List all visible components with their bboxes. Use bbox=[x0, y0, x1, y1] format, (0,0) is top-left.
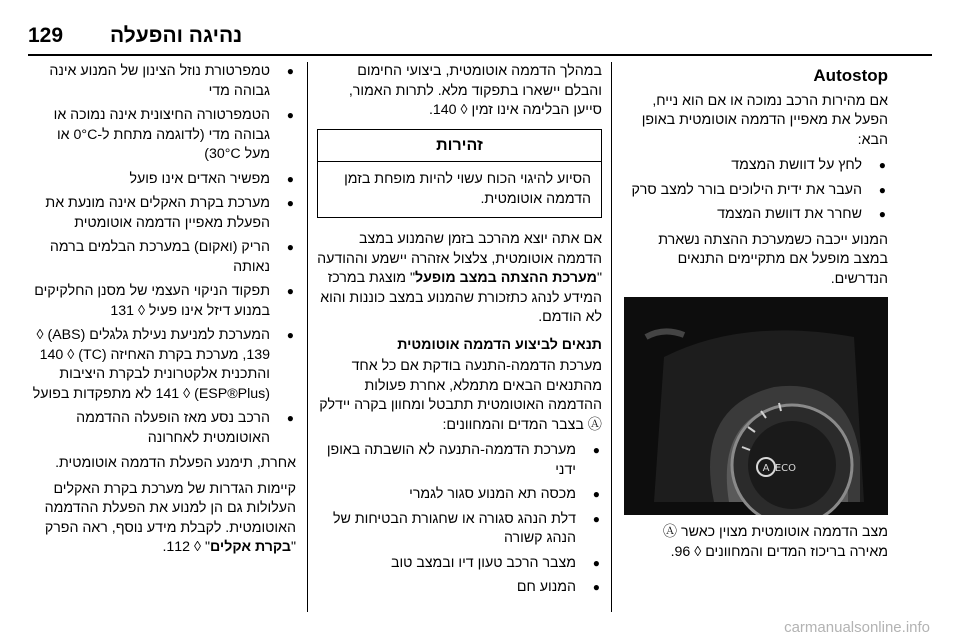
conditions-list bbox=[317, 441, 602, 598]
body-paragraph: מערכת הדממה-התנעה בודקת אם כל אחד מהתנאים הבאים מתמלא, אחרת פעולות ההדממה האוטומטית תתבטל ומחוון בקרה יידלק Ⓐ בצבר המדים והמחוונים: bbox=[319, 358, 602, 433]
conditions-list-continued bbox=[30, 62, 296, 448]
watermark: carmanualsonline.info bbox=[784, 619, 930, 636]
list-item: ● המערכת למניעת נעילת גלגלים (ABS) ◊ 139, מערכת בקרת האחיזה (TC) ◊ 140 והתכנית אלקטרונית לבקרת היציבות (ESP®Plus) ◊ 141 לא מתפקדות בפועל bbox=[30, 326, 296, 404]
chapter-reference: בקרת אקלים bbox=[210, 539, 291, 555]
list-item: ● שחרר את דוושת המצמד bbox=[624, 205, 888, 225]
header-rule bbox=[28, 54, 932, 56]
intro-paragraph: אם מהירות הרכב נמוכה או אם הוא נייח, הפעל את מאפיין הדממה אוטומטית באופן הבא: bbox=[641, 92, 888, 148]
list-item: ● לחץ על דוושת המצמד bbox=[624, 156, 888, 176]
page-number: 129 bbox=[28, 24, 64, 47]
body-paragraph: אם אתה יוצא מהרכב בזמן שהמנוע במצב הדממה אוטומטית, צלצול אזהרה יישמע וההודעה "מערכת ההצתה במצב מופעל" מוצגת במרכז המידע לנהג כתזכורת שהמנוע במצב כוננות והוא לא הודמם. bbox=[317, 231, 602, 325]
list-item: ● מערכת הדממה-התנעה לא הושבתה באופן ידני bbox=[317, 441, 602, 480]
column-divider bbox=[611, 62, 612, 612]
instrument-cluster-illustration bbox=[624, 297, 888, 515]
list-item: ● דלת הנהג סגורה או שחגורת הבטיחות של הנהג קשורה bbox=[317, 510, 602, 549]
middle-column bbox=[317, 62, 602, 604]
list-item: ● הריק (ואקום) במערכת הבלמים ברמה נאותה bbox=[30, 238, 296, 277]
body-paragraph: במהלך הדממה אוטומטית, ביצועי החימום והבלם יישארו בתפקוד מלא. לתרות האמור, סייען הבלימה אינו זמין ◊ 140. bbox=[348, 63, 602, 118]
list-item: ● מערכת בקרת האקלים אינה מונעת את הפעלת מאפיין הדממה אוטומטית bbox=[30, 194, 296, 233]
message-text: מערכת ההצתה במצב מופעל bbox=[415, 270, 597, 286]
list-item: ● טמפרטורת נוזל הצינון של המנוע אינה גבוהה מדי bbox=[30, 62, 296, 101]
body-paragraph: קיימות הגדרות של מערכת בקרת האקלים העלולות גם הן למנוע את הפעלת ההדממה האוטומטית. לקבלת מידע נוסף, ראה הפרק "בקרת אקלים" ◊ 112. bbox=[44, 480, 296, 555]
running-title: נהיגה והפעלה bbox=[110, 24, 243, 47]
list-item: ● מפשיר האדים אינו פועל bbox=[30, 170, 296, 190]
autostop-symbol: A bbox=[762, 463, 770, 474]
right-column bbox=[624, 62, 888, 568]
list-item: ● הרכב נסע מאז הופעלה ההדממה האוטומטית לאחרונה bbox=[30, 409, 296, 448]
steps-list bbox=[624, 156, 888, 225]
list-item: ● מצבר הרכב טעון דיו ובמצב טוב bbox=[317, 554, 602, 574]
list-item: ● העבר את ידית הילוכים בורר למצב סרק bbox=[624, 181, 888, 201]
list-item: ● הטמפרטורה החיצונית אינה נמוכה או גבוהה מדי (לדוגמה מתחת ל-0°C או מעל 30°C) bbox=[30, 106, 296, 165]
instrument-cluster-figure bbox=[624, 297, 888, 515]
section-title: Autostop bbox=[813, 66, 888, 85]
body-paragraph: אחרת, תימנע הפעלת הדממה אוטומטית. bbox=[55, 455, 296, 471]
caution-box bbox=[317, 129, 602, 219]
body-paragraph: המנוע ייכבה כשמערכת ההצתה נשארת במצב מופעל אם מתקיימים התנאים הנדרשים. bbox=[658, 231, 888, 287]
figure-caption: מצב הדממה אוטומטית מצוין כאשר Ⓐ מאירה בריכוז המדים והמחוונים ◊ 96. bbox=[662, 524, 888, 560]
column-divider bbox=[307, 62, 308, 612]
list-item: ● המנוע חם bbox=[317, 578, 602, 598]
list-item: ● מכסה תא המנוע סגור לגמרי bbox=[317, 485, 602, 505]
subheading: תנאים לביצוע הדממה אוטומטית bbox=[397, 336, 602, 353]
caution-text: הסיוע להיגוי הכוח עשוי להיות מופחת בזמן הדממה אוטומטית. bbox=[344, 171, 591, 207]
eco-label: ECO bbox=[774, 463, 796, 474]
caution-title: זהירות bbox=[318, 130, 601, 163]
list-item: ● תפקוד הניקוי העצמי של מסנן החלקיקים במנוע דיזל אינו פעיל ◊ 131 bbox=[30, 282, 296, 321]
left-column bbox=[30, 62, 296, 564]
page-header bbox=[0, 24, 960, 54]
